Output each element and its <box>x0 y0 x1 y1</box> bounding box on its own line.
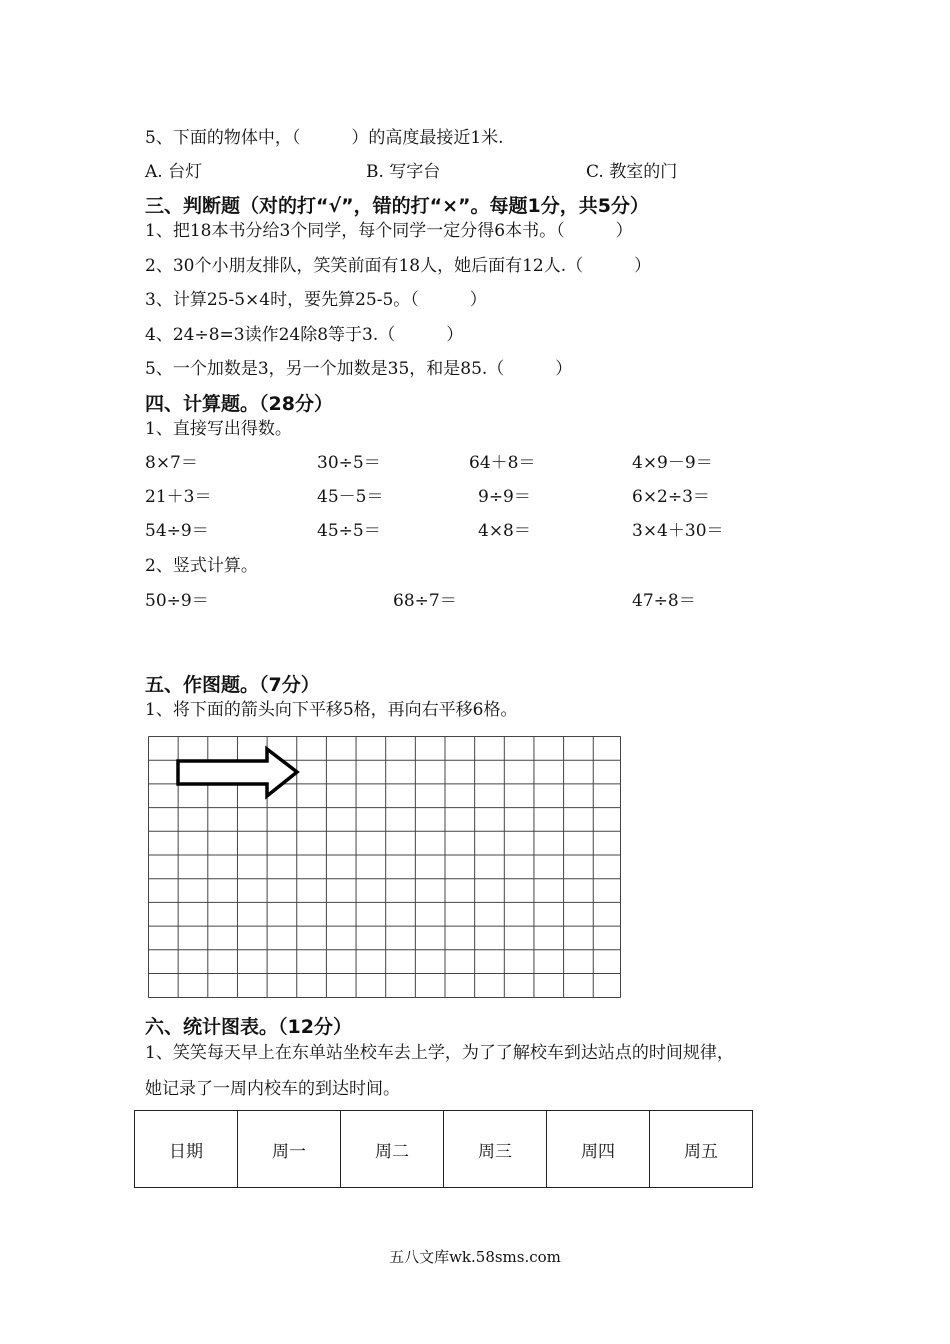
table-cell-wednesday: 周三 <box>444 1111 547 1188</box>
section-6-title: 六、统计图表。（12分） <box>145 1016 352 1038</box>
calc-item: 4×9－9＝ <box>632 453 713 473</box>
square-grid <box>147 735 622 999</box>
drawing-instruction: 1、将下面的箭头向下平移5格，再向右平移6格。 <box>145 700 518 720</box>
stats-intro-line-1: 1、笑笑每天早上在东单站坐校车去上学，为了了解校车到达站点的时间规律， <box>145 1043 734 1063</box>
q5-option-b: B. 写字台 <box>366 162 441 182</box>
calc-item: 6×2÷3＝ <box>632 487 710 507</box>
calc-item: 45÷5＝ <box>317 521 381 541</box>
table-cell-date: 日期 <box>135 1111 238 1188</box>
calc-item: 4×8＝ <box>478 521 531 541</box>
calc-item: 54÷9＝ <box>145 521 209 541</box>
judge-item-5: 5、一个加数是3，另一个加数是35，和是85.（ ） <box>145 359 573 379</box>
section-3-title: 三、判断题（对的打“√”，错的打“×”。每题1分，共5分） <box>145 195 649 217</box>
section-4-title: 四、计算题。（28分） <box>145 393 333 415</box>
table-cell-thursday: 周四 <box>547 1111 650 1188</box>
vertical-calc-item: 68÷7＝ <box>393 591 457 611</box>
calc-sub-1: 1、直接写出得数。 <box>145 419 292 439</box>
bus-arrival-table <box>134 1110 753 1188</box>
calc-item: 64＋8＝ <box>469 453 536 473</box>
table-cell-monday: 周一 <box>238 1111 341 1188</box>
calc-sub-2: 2、竖式计算。 <box>145 556 258 576</box>
calc-item: 45－5＝ <box>317 487 384 507</box>
judge-item-3: 3、计算25-5×4时，要先算25-5。（ ） <box>145 290 487 310</box>
q5-stem: 5、下面的物体中，（ ）的高度最接近1米. <box>145 128 504 148</box>
judge-item-4: 4、24÷8=3读作24除8等于3.（ ） <box>145 325 464 345</box>
vertical-calc-item: 50÷9＝ <box>145 591 209 611</box>
table-row <box>135 1111 753 1188</box>
calc-item: 21＋3＝ <box>145 487 212 507</box>
calc-item: 9÷9＝ <box>478 487 531 507</box>
q5-option-a: A. 台灯 <box>145 162 203 182</box>
vertical-calc-item: 47÷8＝ <box>632 591 696 611</box>
judge-item-1: 1、把18本书分给3个同学，每个同学一定分得6本书。（ ） <box>145 221 633 241</box>
table-cell-friday: 周五 <box>650 1111 753 1188</box>
footer-watermark: 五八文库wk.58sms.com <box>389 1248 561 1266</box>
q5-option-c: C. 教室的门 <box>586 162 678 182</box>
stats-intro-line-2: 她记录了一周内校车的到达时间。 <box>145 1079 400 1099</box>
calc-item: 30÷5＝ <box>317 453 381 473</box>
table-cell-tuesday: 周二 <box>341 1111 444 1188</box>
calc-item: 8×7＝ <box>145 453 198 473</box>
judge-item-2: 2、30个小朋友排队，笑笑前面有18人，她后面有12人.（ ） <box>145 256 652 276</box>
calc-item: 3×4＋30＝ <box>632 521 724 541</box>
section-5-title: 五、作图题。（7分） <box>145 674 320 696</box>
